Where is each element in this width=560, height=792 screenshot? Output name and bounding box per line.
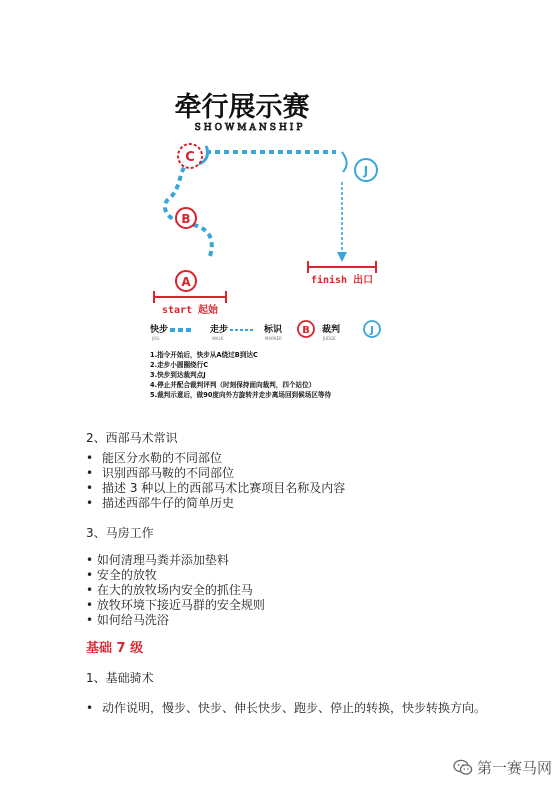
marker-c — [178, 144, 202, 168]
marker-b — [176, 208, 196, 228]
showmanship-diagram — [130, 86, 430, 416]
finish-label: finish 出口 — [310, 275, 374, 286]
svg-text:快步: 快步 — [150, 325, 169, 335]
level-heading: 基础 7 级 — [86, 641, 144, 656]
list-item: • 如何清理马粪并添加垫料 — [86, 553, 229, 567]
svg-text:走步: 走步 — [210, 325, 229, 335]
svg-text:C: C — [185, 150, 195, 165]
svg-text:5.裁判示意后，做90度向外方旋转并走步离场回到候场区等待: 5.裁判示意后，做90度向外方旋转并走步离场回到候场区等待 — [150, 391, 332, 399]
list-item: • 放牧环境下接近马群的安全规则 — [86, 598, 265, 612]
finish-line — [308, 261, 376, 273]
list-item: • 动作说明，慢步、快步、伸长快步、跑步、停止的转换，快步转换方向。 — [86, 701, 487, 715]
watermark — [453, 757, 552, 778]
arrow-down-icon — [337, 252, 347, 262]
judge-j — [355, 159, 377, 181]
section3-title: 3、马房工作 — [86, 526, 154, 540]
list-item: • 识别西部马鞍的不同部位 — [86, 466, 235, 480]
list-item: • 描述西部牛仔的简单历史 — [86, 496, 235, 510]
legend — [150, 321, 380, 341]
svg-text:WALK: WALK — [212, 336, 224, 341]
svg-text:JUDGE: JUDGE — [323, 336, 336, 341]
svg-text:裁判: 裁判 — [322, 325, 341, 335]
list-item: • 安全的放牧 — [86, 568, 157, 582]
wechat-icon — [453, 759, 473, 776]
svg-text:MARKER: MARKER — [265, 336, 282, 341]
section1-title: 1、基础骑术 — [86, 671, 154, 685]
svg-text:J: J — [370, 325, 374, 336]
svg-text:A: A — [181, 275, 191, 289]
svg-text:J: J — [363, 164, 369, 178]
svg-text:2.走步小圆圈绕行C: 2.走步小圆圈绕行C — [150, 361, 209, 369]
start-label: start 起始 — [161, 305, 219, 316]
svg-text:JOG: JOG — [152, 336, 160, 341]
svg-text:B: B — [181, 212, 191, 226]
list-item: • 在大的放牧场内安全的抓住马 — [86, 583, 253, 597]
svg-text:B: B — [302, 325, 310, 336]
svg-text:1.指令开始后，快步从A绕过B到达C: 1.指令开始后，快步从A绕过B到达C — [150, 351, 258, 359]
list-item: • 如何给马洗浴 — [86, 613, 169, 627]
svg-text:4.停止并配合裁判评判（时刻保持面向裁判，四个站位）: 4.停止并配合裁判评判（时刻保持面向裁判，四个站位） — [150, 381, 316, 389]
svg-text:3.快步到达裁判点J: 3.快步到达裁判点J — [150, 371, 206, 379]
list-item: • 能区分水勒的不同部位 — [86, 451, 223, 465]
diagram-subtitle: SHOWMANSHIP — [194, 123, 306, 133]
section2-title: 2、西部马术常识 — [86, 431, 178, 445]
marker-a — [176, 271, 196, 291]
svg-text:标识: 标识 — [264, 325, 283, 335]
diagram-title: 牵行展示赛 — [174, 92, 310, 123]
judge-turn — [342, 152, 347, 172]
step-list — [150, 350, 332, 400]
list-item: • 描述 3 种以上的西部马术比赛项目名称及内容 — [86, 481, 346, 495]
watermark-text: 第一赛马网 — [476, 759, 552, 777]
start-line — [154, 291, 226, 303]
